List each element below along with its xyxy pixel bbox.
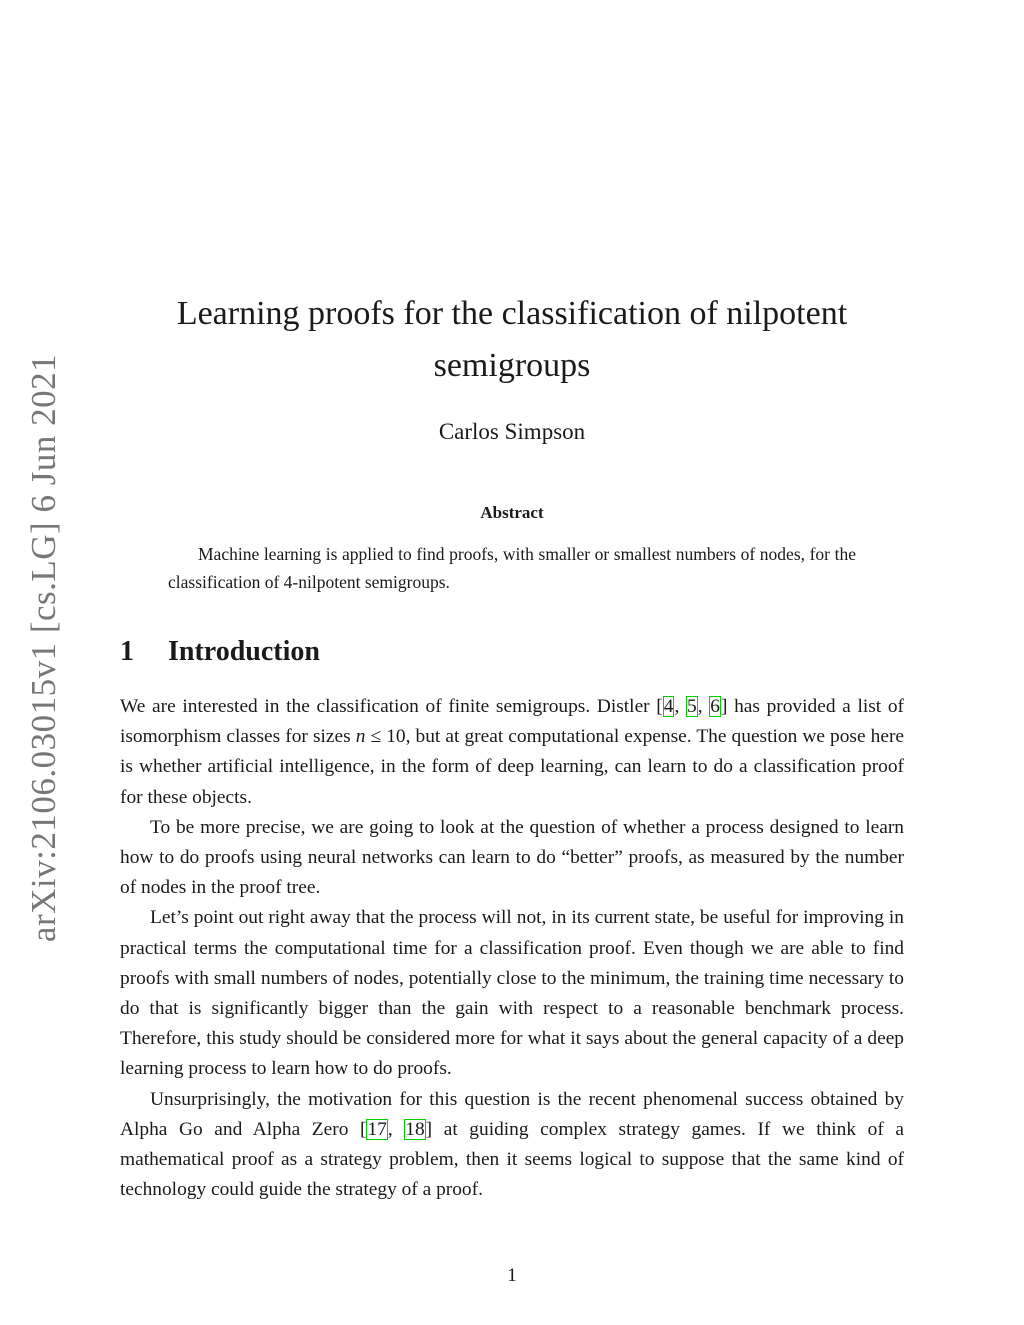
paragraph-4 xyxy=(120,1085,904,1206)
paragraph-2: To be more precise, we are going to look at the question of whether a process designed to learn how to do proofs using neural networks can learn to do “better” proofs, as measured by the number of nodes in the proof tree. xyxy=(120,816,904,899)
title-line-1: Learning proofs for the classification of nilpotent xyxy=(176,295,848,332)
abstract-heading: Abstract xyxy=(480,503,544,522)
abstract-text: Machine learning is applied to find proofs, with smaller or smallest numbers of nodes, for the classification of 4-nilpotent semigroups. xyxy=(168,544,856,592)
paragraph-1-text-c: ≤ 10, but at great computational expense. The question we pose here is whether artificial intelligence, in the form of deep learning, can learn to do a classification proof for these objects. xyxy=(120,726,905,808)
section-number: 1 xyxy=(120,636,134,667)
paragraph-1-text-b: ] has provided a list of isomorphism classes for sizes xyxy=(120,696,904,748)
paragraph-4-text-b: ] at guiding complex strategy games. If we think of a mathematical proof as a strategy problem, then it seems logical to suppose that the same kind of technology could guide the strategy of a proof. xyxy=(120,1118,905,1201)
paragraph-1-text-a: We are interested in the classification of finite semigroups. Distler [ xyxy=(120,696,663,717)
paragraph-3: Let’s point out right away that the process will not, in its current state, be useful for improving in practical terms the computational time for a classification proof. Even though we are able to find proofs with small numbers of nodes, potentially close to the minimum, the training time necessary to do that is significantly bigger than the gain with respect to a reasonable benchmark process. Therefore, this study should be considered more for what it says about the general capacity of a deep learning process to learn how to do proofs. xyxy=(120,907,904,1080)
introduction-body xyxy=(120,692,904,1205)
citation-separator: , xyxy=(697,696,710,717)
section-title: Introduction xyxy=(168,636,320,667)
page-number: 1 xyxy=(507,1265,517,1286)
citation-link-6[interactable]: 6 xyxy=(710,696,720,717)
paragraph-1 xyxy=(120,692,904,813)
citation-link-4[interactable]: 4 xyxy=(663,696,674,717)
paragraph-4-text-a: Unsurprisingly, the motivation for this question is the recent phenomenal success obtained by Alpha Go and Alpha Zero [ xyxy=(120,1088,904,1140)
paper-title xyxy=(120,288,904,392)
math-variable-n: n xyxy=(355,726,366,748)
citation-link-5[interactable]: 5 xyxy=(687,696,697,717)
author-name: Carlos Simpson xyxy=(438,419,586,444)
citation-link-18[interactable]: 18 xyxy=(405,1118,425,1140)
title-line-2: semigroups xyxy=(433,347,591,384)
citation-separator: , xyxy=(387,1118,405,1140)
citation-separator: , xyxy=(674,696,686,717)
arxiv-identifier-stamp: arXiv:2106.03015v1 [cs.LG] 6 Jun 2021 xyxy=(24,353,63,943)
section-heading xyxy=(120,636,320,668)
citation-link-17[interactable]: 17 xyxy=(367,1118,387,1140)
